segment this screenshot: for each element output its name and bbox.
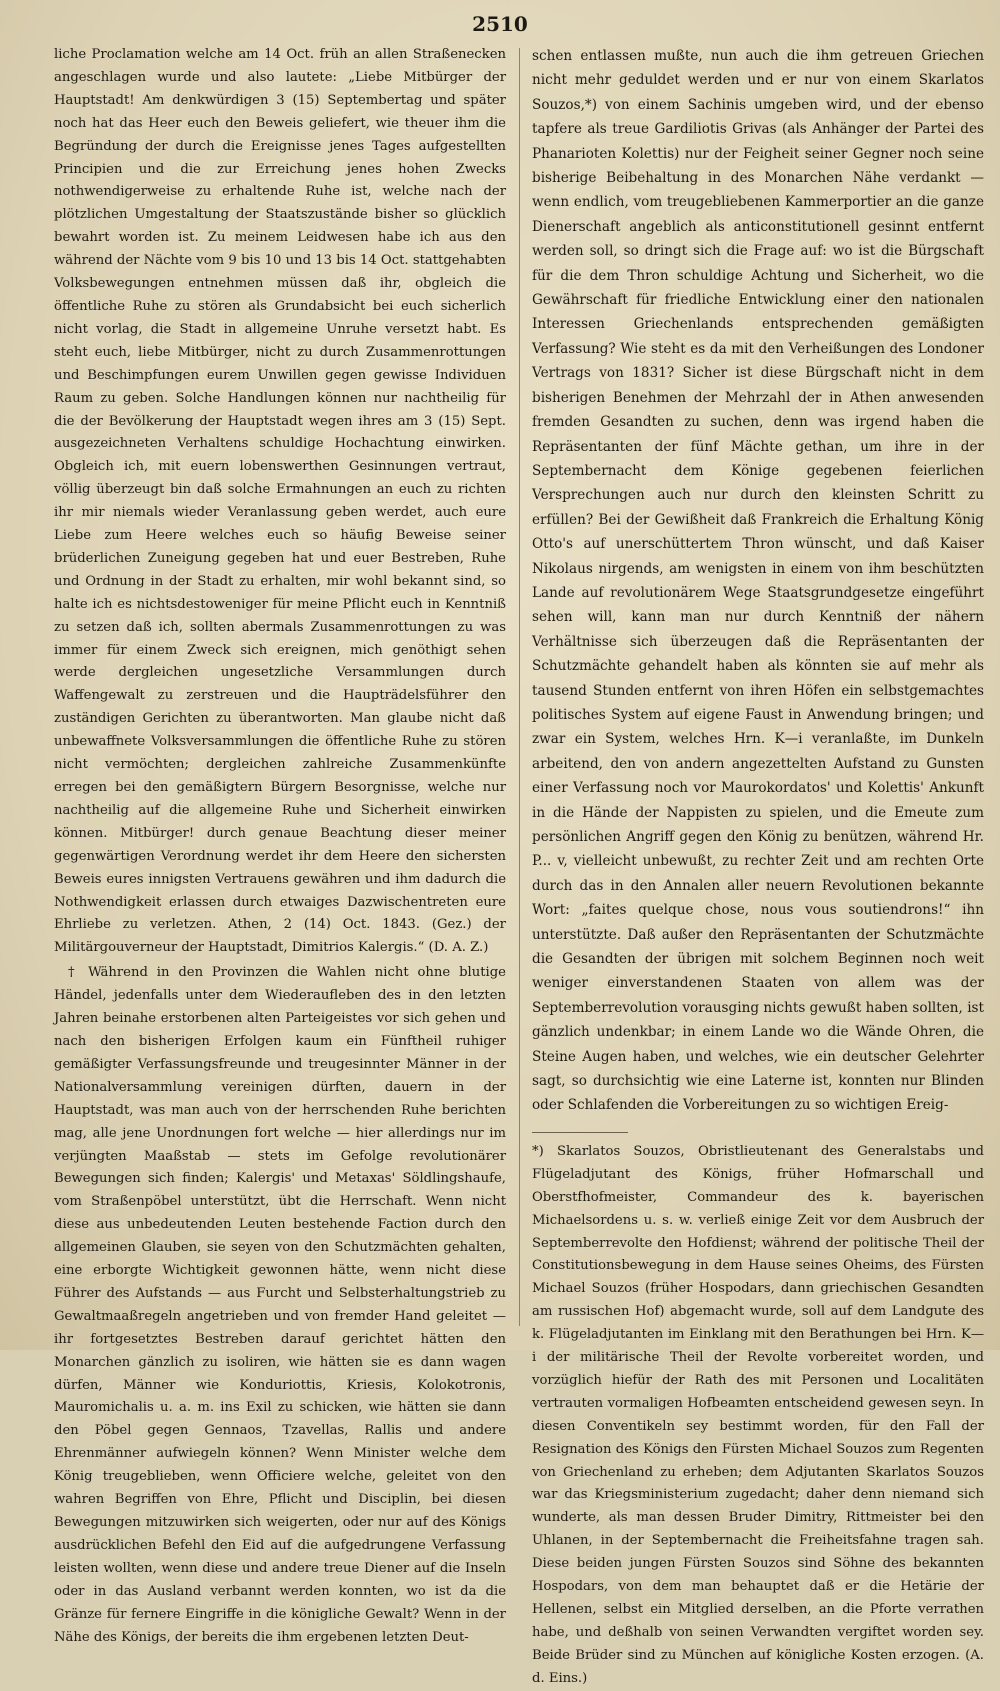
left-column [54,44,506,1645]
right-column [532,44,984,1686]
continuation-paragraph: schen entlassen mußte, nun auch die ihm getreuen Griechen nicht mehr geduldet werden und er nur von einem Skarlatos Souzos,*) von einem Sachinis umgeben wird, und der ebenso tapfere als treue Gardiliotis Grivas (als Anhänger der Partei des Phanarioten Kolettis) nur der Feigheit seiner Gegner noch seine bisherige Beibehaltung in des Monarchen Nähe verdankt — wenn endlich, vom treugebliebenen Kammerportier an die ganze Dienerschaft angeblich als anticonstitutionell gesinnt entfernt werden soll, so dringt sich die Frage auf: wo ist die Bürgschaft für die dem Thron schuldige Achtung und Sicherheit, wo die Gewährschaft für friedliche Entwicklung einer den nationalen Interessen Griechenlands entsprechenden gemäßigten Verfassung? Wie steht es da mit den Verheißungen des Londoner Vertrags von 1831? Sicher ist diese Bürgschaft nicht in dem bisherigen Benehmen der Mehrzahl der in Athen anwesenden fremden Gesandten zu suchen, denn was irgend haben die Repräsentanten der fünf Mächte gethan, um ihre in der Septembernacht dem Könige gegebenen feierlichen Versprechungen auch nur durch den kleinsten Schritt zu erfüllen? Bei der Gewißheit daß Frankreich die Erhaltung König Otto's auf unerschüttertem Thron wünscht, und daß Kaiser Nikolaus nirgends, am wenigsten in einem von ihm beschützten Lande auf revolutionärem Wege Staatsgrundgesetze eingeführt sehen will, kann man nur durch Kenntniß der nähern Verhältnisse sich überzeugen daß die Repräsentanten der Schutzmächte gehandelt haben als könnten sie auf mehr als tausend Stunden entfernt von ihren Höfen ein selbstgemachtes politisches System auf eigene Faust in Anwendung bringen; und zwar ein System, welches Hrn. K—i veranlaßte, im Dunkeln arbeitend, den von andern angezettelten Aufstand zu Gunsten einer Verfassung noch vor Maurokordatos' und Kolettis' Ankunft in die Hände der Nappisten zu spielen, und die Emeute zum persönlichen Angriff gegen den König zu benützen, während Hr. P... v, vielleicht unbewußt, zu rechter Zeit und am rechten Orte durch das in den Annalen aller neuern Revolutionen bekannte Wort: „faites quelque chose, nous vous soutiendrons!“ ihn unterstützte. Daß außer den Repräsentanten der Schutzmächte die Gesandten der übrigen mit solchem Beginnen noch weit weniger einverstandenen Staaten von allem was der Septemberrevolution vorausging nichts gewußt haben sollten, ist gänzlich undenkbar; in einem Lande wo die Wände Ohren, die Steine Augen haben, und welches, wie ein deutscher Gelehrter sagt, so durchsichtig wie eine Laterne ist, konnten nur Blinden oder Schlafenden die Vorbereitungen zu so wichtigen Ereig- [532,48,984,1114]
footnote-rule [532,1132,628,1133]
columns [54,44,984,1686]
proclamation-paragraph: liche Proclamation welche am 14 Oct. früh an allen Straßenecken angeschlagen wurde und also lautete: „Liebe Mitbürger der Hauptstadt! Am denkwürdigen 3 (15) Septembertag und später noch hat das Heer euch den Beweis geliefert, wie theuer ihm die Begründung der durch die Ereignisse jenes Tages aufgestellten Principien und die zur Erreichung jenes hohen Zwecks nothwendigerweise zu erhaltende Ruhe ist, welche nach der plötzlichen Umgestaltung der Staatszustände bisher so glücklich bewahrt worden ist. Zu meinem Leidwesen habe ich aus den während der Nächte vom 9 bis 10 und 13 bis 14 Oct. stattgehabten Volksbewegungen entnehmen müssen daß ihr, obgleich die öffentliche Ruhe zu stören als Grundabsicht bei euch sicherlich nicht vorlag, die Stadt in allgemeine Unruhe versetzt habt. Es steht euch, liebe Mitbürger, nicht zu durch Zusammenrottungen und Beschimpfungen eurem Unwillen gegen gewisse Individuen Raum zu geben. Solche Handlungen können nur nachtheilig für die der Bevölkerung der Hauptstadt wegen ihres am 3 (15) Sept. ausgezeichneten Verhaltens schuldige Hochachtung einwirken. Obgleich ich, mit euern lobenswerthen Gesinnungen vertraut, völlig überzeugt bin daß solche Ermahnungen an euch zu richten ihr mir niemals wieder Veranlassung geben werdet, auch eure Liebe zum Heere welches euch so häufig Beweise seiner brüderlichen Zuneigung gegeben hat und euer Bestreben, Ruhe und Ordnung in der Stadt zu erhalten, mir wohl bekannt sind, so halte ich es nichtsdestoweniger für meine Pflicht euch in Kenntniß zu setzen daß ich, sollten abermals Zusammenrottungen zu was immer für einem Zweck sich ereignen, mich genöthigt sehen werde dergleichen ungesetzliche Versammlungen durch Waffengewalt zu zerstreuen und die Haupträdelsführer den zuständigen Gerichten zu überantworten. Man glaube nicht daß unbewaffnete Volksversammlungen die öffentliche Ruhe zu stören nicht vermöchten; dergleichen zahlreiche Zusammenkünfte erregen bei den gemäßigtern Bürgern Besorgnisse, welche nur nachtheilig auf die allgemeine Ruhe und Sicherheit einwirken können. Mitbürger! durch genaue Beachtung dieser meiner gegenwärtigen Verordnung werdet ihr dem Heere den sichersten Beweis eures innigsten Vertrauens gewähren und ihm dadurch die Nothwendigkeit erlassen durch etwaiges Dazwischentreten eure Ehrliebe zu verletzen. Athen, 2 (14) Oct. 1843. (Gez.) der Militärgouverneur der Hauptstadt, Dimitrios Kalergis.“ (D. A. Z.) [54,47,506,956]
footnote: *) Skarlatos Souzos, Obristlieutenant des Generalstabs und Flügeladjutant des Königs, früher Hofmarschall und Oberstfhofmeister, Commandeur des k. bayerischen Michaelsordens u. s. w. verließ einige Zeit vor dem Ausbruch der Septemberrevolte den Hofdienst; während der politische Theil der Constitutionsbewegung in dem Hause seines Oheims, des Fürsten Michael Souzos (früher Hospodars, dann griechischen Gesandten am russischen Hof) abgemacht wurde, soll auf dem Landgute des k. Flügeladjutanten im Einklang mit den Berathungen bei Hrn. K—i der militärische Theil der Revolte vorbereitet worden, und vorzüglich hiefür der Rath des mit Personen und Localitäten vertrauten vormaligen Hofbeamten entscheidend gewesen seyn. In diesen Conventikeln sey bestimmt worden, für den Fall der Resignation des Königs den Fürsten Michael Souzos zum Regenten von Griechenland zu erheben; dem Adjutanten Skarlatos Souzos war das Kriegsministerium zugedacht; daher denn niemand sich wunderte, als man dessen Bruder Dimitry, Rittmeister bei den Uhlanen, in der Septembernacht die Freiheitsfahne tragen sah. Diese beiden jungen Fürsten Souzos sind Söhne des bekannten Hospodars, von dem man behauptet daß er die Hetärie der Hellenen, selbst ein Mitglied derselben, an die Pforte verrathen habe, und deßhalb von seinen Verwandten vergiftet worden sey. Beide Brüder sind zu München auf königliche Kosten erzogen. (A. d. Eins.) [532,1143,984,1686]
provinces-paragraph: † Während in den Provinzen die Wahlen nicht ohne blutige Händel, jedenfalls unter dem Wiederaufleben des in den letzten Jahren beinahe erstorbenen alten Parteigeistes vor sich gehen und nach den bisherigen Erfolgen kaum ein Fünftheil ruhiger gemäßigter Verfassungsfreunde und treugesinnter Männer in der Nationalversammlung vereinigen dürften, dauern in der Hauptstadt, was man auch von der herrschenden Ruhe berichten mag, alle jene Unordnungen fort welche — hier allerdings nur im verjüngten Maaßstab — stets im Gefolge revolutionärer Bewegungen sich finden; Kalergis' und Metaxas' Söldlingshaufe, vom Straßenpöbel unterstützt, übt die Herrschaft. Wenn nicht diese aus unbedeutenden Leuten bestehende Faction durch den allgemeinen Glauben, sie seyen von den Schutzmächten gehalten, eine erborgte Wichtigkeit gewonnen hätte, wenn nicht diese Führer des Aufstands — aus Furcht und Selbsterhaltungstrieb zu Gewaltmaaßregeln angetrieben und von fremder Hand geleitet — ihr fortgesetztes Bestreben darauf gerichtet hätten den Monarchen gänzlich zu isoliren, wie hätten sie es dann wagen dürfen, Männer wie Konduriottis, Kriesis, Kolokotronis, Mauromichalis u. a. m. ins Exil zu schicken, wie hätten sie dann den Pöbel gegen Gennaos, Tzavellas, Rallis und andere Ehrenmänner aufwiegeln können? Wenn Minister welche dem König treugeblieben, wenn Officiere welche, geleitet von den wahren Begriffen von Ehre, Pflicht und Disciplin, bei diesen Bewegungen mitzuwirken sich weigerten, oder nur auf des Königs ausdrücklichen Befehl den Eid auf die aufgedrungene Verfassung leisten wollten, wenn diese und andere treue Diener auf die Inseln oder in das Ausland verbannt werden konnten, wo ist da die Gränze für fernere Eingriffe in die königliche Gewalt? Wenn in der Nähe des Königs, der bereits die ihm ergebenen letzten Deut- [54,965,506,1645]
page-number: 2510 [472,12,528,36]
